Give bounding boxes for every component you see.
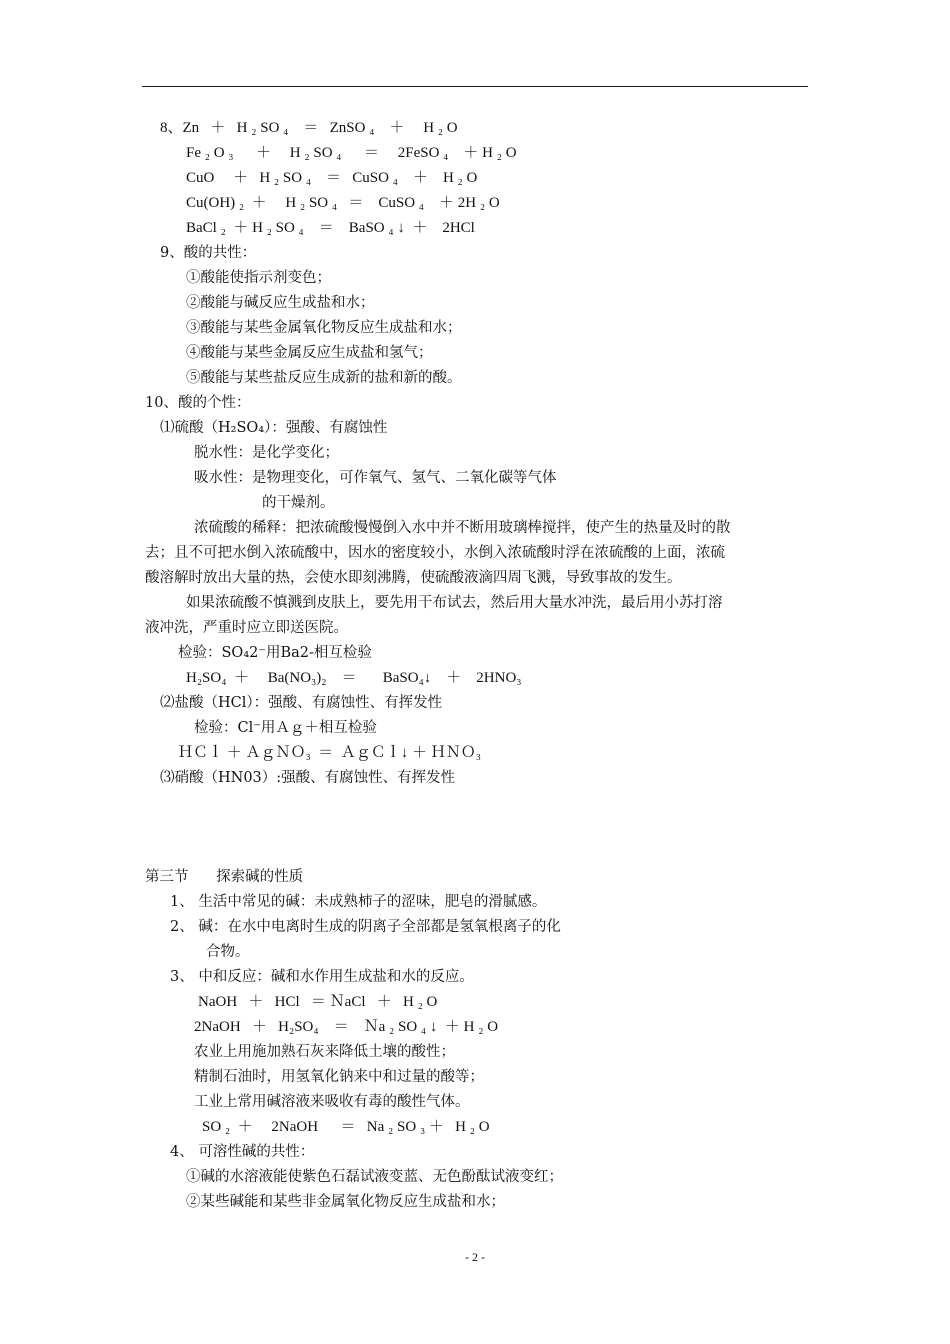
text-line: 检验：Cl⁻用Ａｇ＋相互检验 [194, 720, 377, 736]
text-line: NaOH ＋ HCl ＝ ＮaCl ＋ H ₂ O [198, 994, 438, 1010]
text-line: 浓硫酸的稀释：把浓硫酸慢慢倒入水中并不断用玻璃棒搅拌，使产生的热量及时的散 [194, 520, 731, 536]
text-line: 工业上常用碱溶液来吸收有毒的酸性气体。 [194, 1094, 470, 1110]
page-number: - 2 - [465, 1250, 485, 1264]
text-line: CuO ＋ H ₂ SO ₄ ＝ CuSO ₄ ＋ H ₂ O [186, 170, 478, 186]
text-line: 液冲洗，严重时应立即送医院。 [145, 620, 348, 636]
text-line: 吸水性：是物理变化，可作氧气、氢气、二氧化碳等气体 [194, 470, 557, 486]
text-line: 2NaOH ＋ H₂SO₄ ＝ Ｎa ₂ SO ₄ ↓ ＋ H ₂ O [194, 1019, 499, 1035]
text-line: ⑤酸能与某些盐反应生成新的盐和新的酸。 [186, 370, 462, 386]
text-line: ①酸能使指示剂变色； [186, 270, 331, 286]
text-line: 8、Zn ＋ H ₂ SO ₄ ＝ ZnSO ₄ ＋ H ₂ O [160, 120, 458, 136]
text-line: ＨＣｌ ＋ ＡｇＮＯ₃ ＝ ＡｇＣｌ↓ ＋ ＨＮＯ₃ [178, 745, 481, 761]
text-line: ②某些碱能和某些非金属氧化物反应生成盐和水； [186, 1194, 505, 1210]
text-line: ③酸能与某些金属氧化物反应生成盐和水； [186, 320, 462, 336]
text-line: 检验：SO₄2⁻用Ba2-相互检验 [178, 645, 372, 661]
text-line: 4、 可溶性碱的共性： [170, 1144, 315, 1160]
text-line: Cu(OH) ₂ ＋ H ₂ SO ₄ ＝ CuSO ₄ ＋ 2H ₂ O [186, 195, 500, 211]
text-line: BaCl ₂ ＋ H ₂ SO ₄ ＝ BaSO ₄ ↓ ＋ 2HCl [186, 220, 475, 236]
header-rule [142, 86, 808, 87]
text-line: 去；且不可把水倒入浓硫酸中，因水的密度较小，水倒入浓硫酸时浮在浓硫酸的上面，浓硫 [145, 545, 725, 561]
text-line: 3、 中和反应：碱和水作用生成盐和水的反应。 [170, 969, 474, 985]
text-line: 脱水性：是化学变化； [194, 445, 339, 461]
text-line: ④酸能与某些金属反应生成盐和氢气； [186, 345, 433, 361]
text-line: ①碱的水溶液能使紫色石磊试液变蓝、无色酚酞试液变红； [186, 1169, 563, 1185]
text-line: 10、酸的个性： [145, 395, 251, 411]
text-line: 如果浓硫酸不慎溅到皮肤上，要先用干布试去，然后用大量水冲洗，最后用小苏打溶 [186, 595, 723, 611]
text-line: ⑶硝酸（HN03）:强酸、有腐蚀性、有挥发性 [160, 770, 456, 786]
text-line: 第三节 探索碱的性质 [145, 869, 304, 885]
text-line: 合物。 [206, 944, 250, 960]
text-line: 精制石油时，用氢氧化钠来中和过量的酸等； [194, 1069, 484, 1085]
text-line: ⑵盐酸（HCl）：强酸、有腐蚀性、有挥发性 [160, 695, 443, 711]
text-line: 的干燥剂。 [262, 495, 335, 511]
text-line: Fe ₂ O ₃ ＋ H ₂ SO ₄ ＝ 2FeSO ₄ ＋ H ₂ O [186, 145, 517, 161]
text-line: 2、 碱：在水中电离时生成的阴离子全部都是氢氧根离子的化 [170, 919, 561, 935]
text-line: 1、 生活中常见的碱：未成熟柿子的涩味，肥皂的滑腻感。 [170, 894, 547, 910]
text-line: ⑴硫酸（H₂SO₄）：强酸、有腐蚀性 [160, 420, 388, 436]
text-line: 酸溶解时放出大量的热，会使水即刻沸腾，使硫酸液滴四周飞溅，导致事故的发生。 [145, 570, 682, 586]
text-line: ②酸能与碱反应生成盐和水； [186, 295, 375, 311]
text-line: H₂SO₄ ＋ Ba(NO₃)₂ ＝ BaSO₄↓ ＋ 2HNO₃ [186, 670, 522, 686]
text-line: SO ₂ ＋ 2NaOH ＝ Na ₂ SO ₃ ＋ H ₂ O [202, 1119, 490, 1135]
text-line: 农业上用施加熟石灰来降低土壤的酸性； [194, 1044, 455, 1060]
text-line: 9、酸的共性： [160, 245, 257, 261]
